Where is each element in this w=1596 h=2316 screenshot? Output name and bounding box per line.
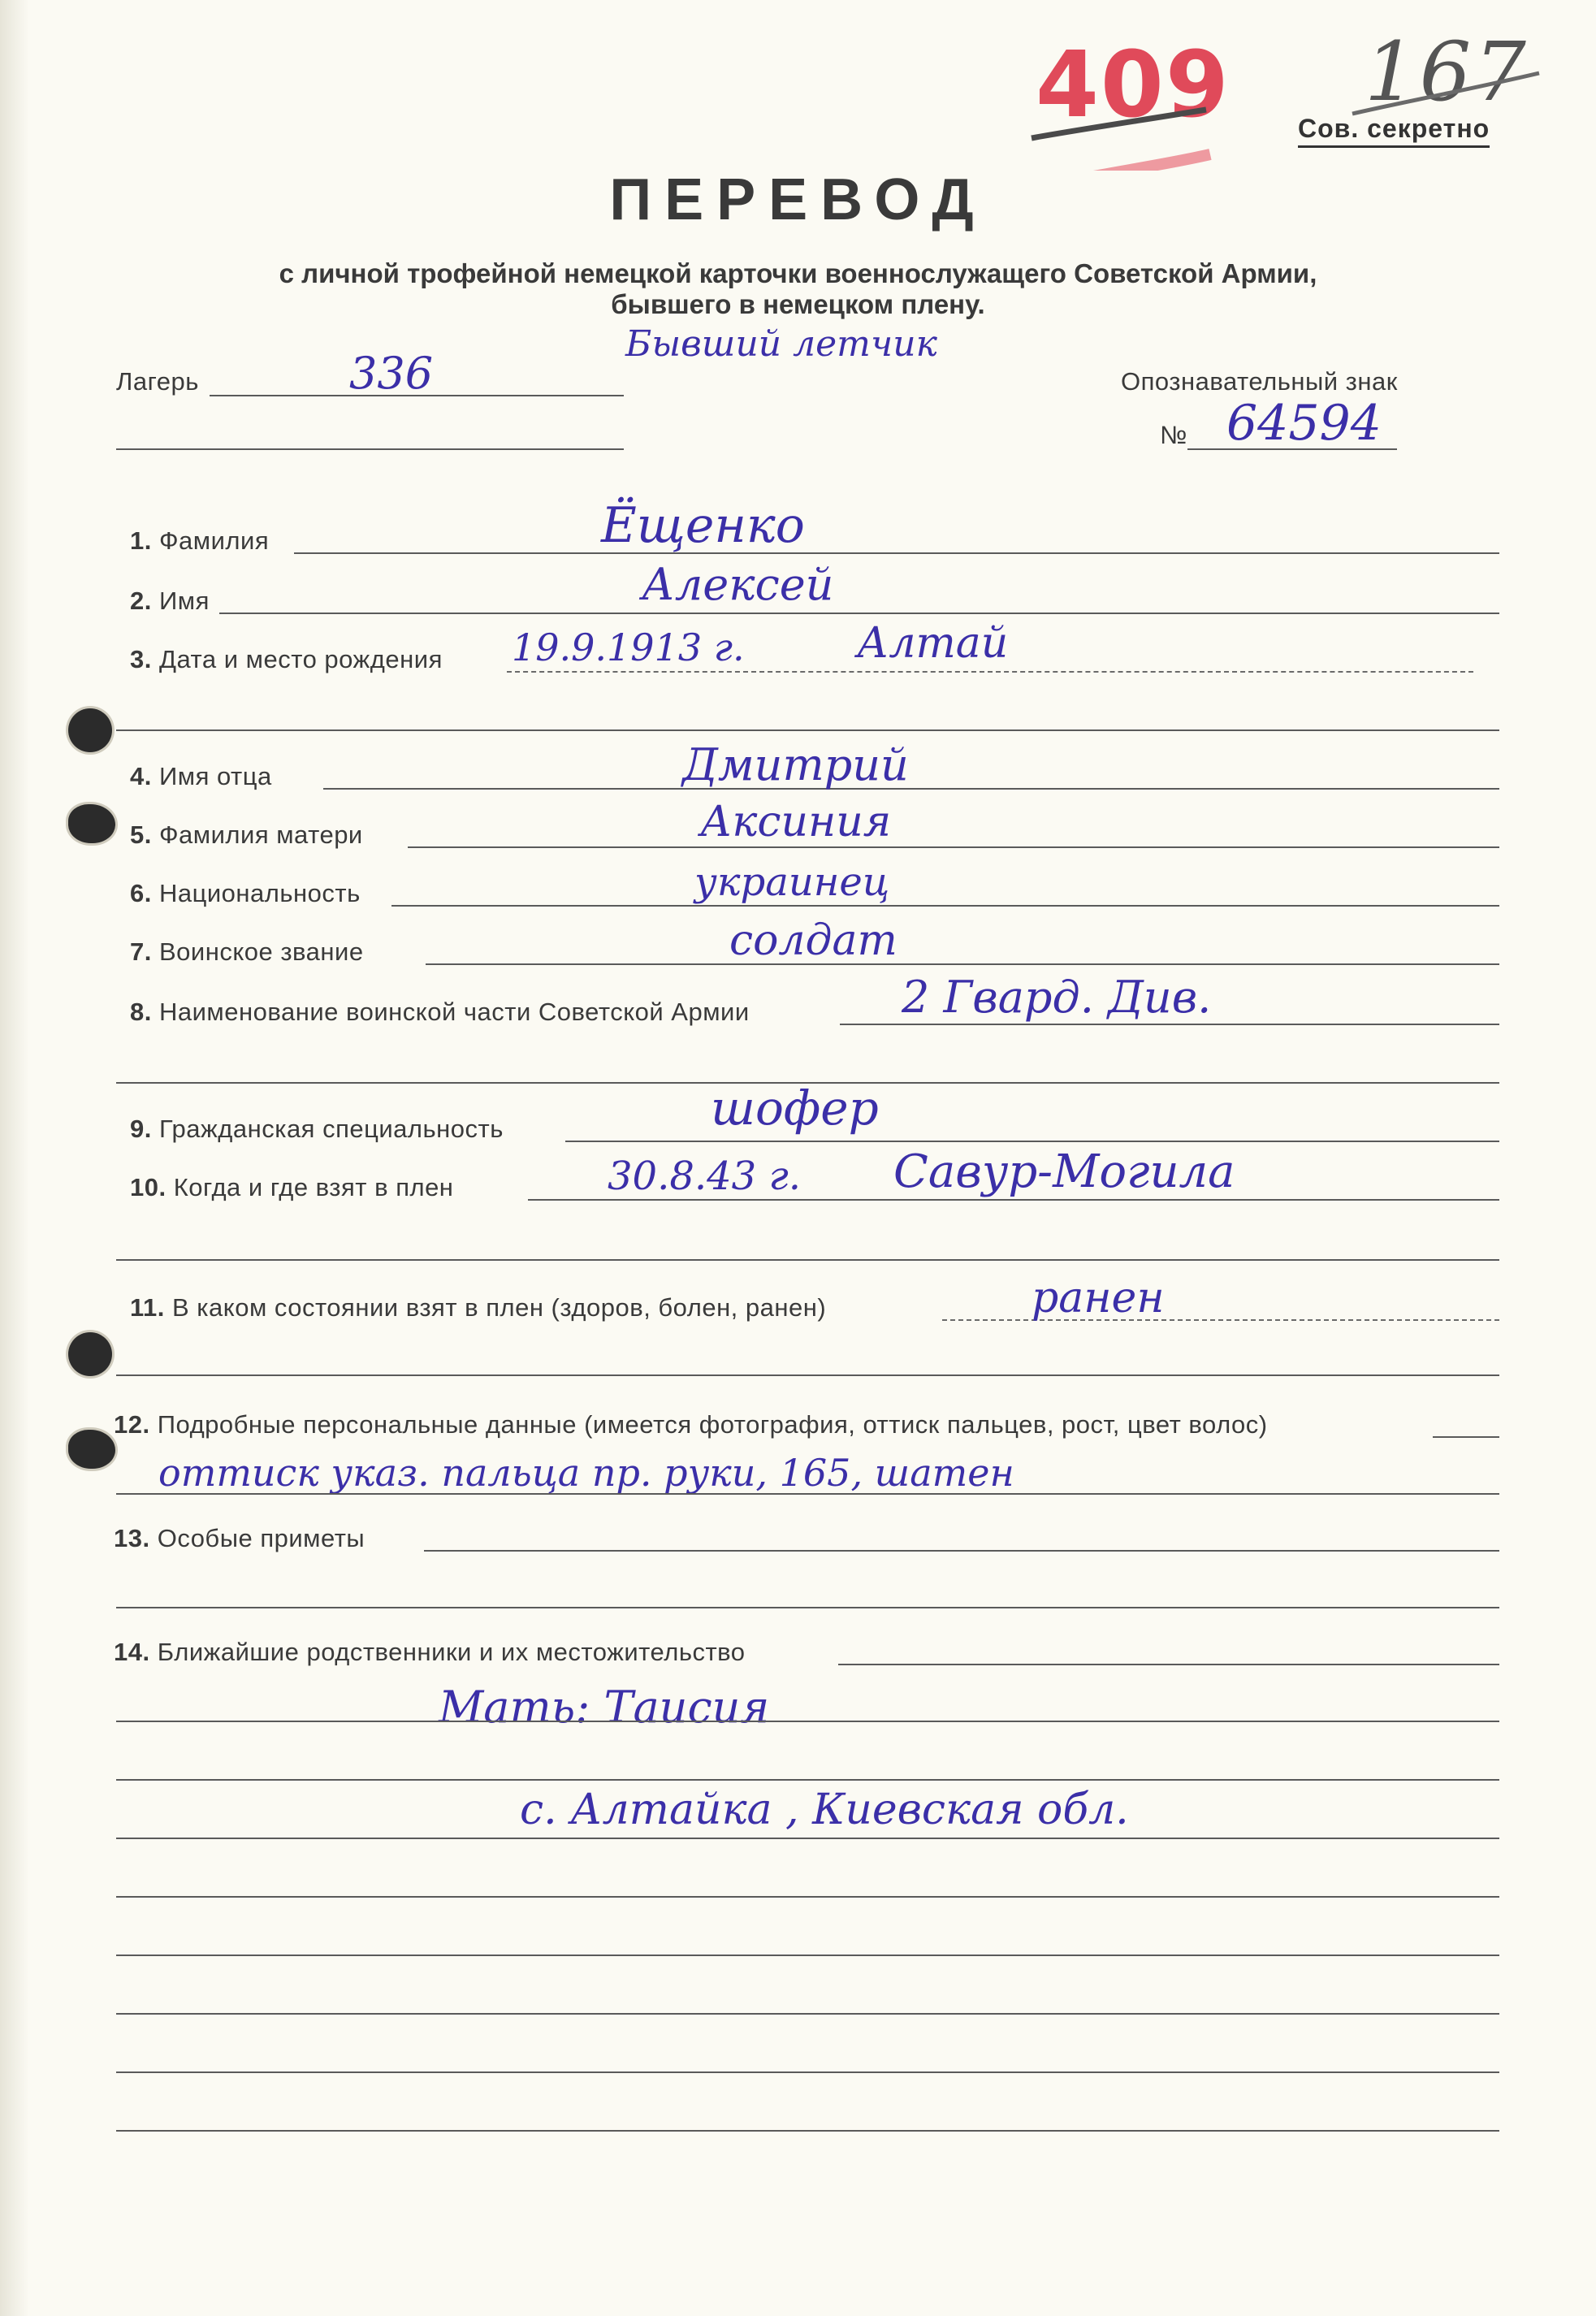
id-tag-label: Опознавательный знак bbox=[1121, 367, 1398, 396]
id-number-value: 64594 bbox=[1226, 395, 1382, 452]
first-name-value: Алексей bbox=[642, 559, 834, 610]
field-label: Наименование воинской части Советской Армии bbox=[158, 998, 750, 1026]
field-line bbox=[116, 2130, 1499, 2132]
field-line bbox=[116, 2013, 1499, 2015]
capture-date-value: 30.8.43 г. bbox=[608, 1154, 801, 1199]
field-line bbox=[1433, 1436, 1499, 1438]
punch-hole bbox=[68, 708, 112, 752]
surname-value: Ёщенко bbox=[601, 497, 805, 554]
field-number: 12. bbox=[114, 1410, 150, 1439]
field-line bbox=[116, 1721, 1499, 1722]
field-line bbox=[294, 552, 1499, 554]
field-label: Фамилия bbox=[158, 526, 270, 555]
field-label: Особые приметы bbox=[157, 1524, 365, 1552]
field-line bbox=[838, 1664, 1499, 1665]
red-strike-mark bbox=[1027, 32, 1214, 171]
id-number-label: № bbox=[1160, 421, 1187, 449]
birth-date-value: 19.9.1913 г. bbox=[512, 626, 745, 669]
field-label: Имя отца bbox=[158, 762, 272, 790]
field-line bbox=[116, 729, 1499, 731]
field-line bbox=[219, 613, 1499, 614]
camp-line-2 bbox=[116, 448, 624, 450]
field-line bbox=[424, 1550, 1499, 1552]
field-line bbox=[528, 1199, 1499, 1201]
field-line bbox=[116, 1607, 1499, 1608]
field-number: 14. bbox=[114, 1638, 150, 1666]
field-number: 1. bbox=[130, 526, 152, 555]
rank-value: солдат bbox=[729, 916, 897, 965]
father-name-value: Дмитрий bbox=[682, 739, 909, 790]
field-number: 13. bbox=[114, 1524, 150, 1552]
field-number: 11. bbox=[130, 1293, 165, 1322]
field-line bbox=[116, 2071, 1499, 2073]
capture-place-value: Савур-Могила bbox=[893, 1145, 1235, 1198]
field-line bbox=[116, 1896, 1499, 1898]
field-label: Национальность bbox=[158, 879, 361, 907]
field-line bbox=[391, 905, 1499, 907]
punch-hole bbox=[68, 1332, 112, 1376]
field-line bbox=[507, 671, 1473, 673]
nationality-value: украинец bbox=[694, 859, 890, 905]
field-line bbox=[942, 1319, 1499, 1321]
note-former-pilot: Бывший летчик bbox=[625, 323, 937, 365]
relatives-value: Мать: Таисия bbox=[439, 1682, 770, 1733]
field-line bbox=[116, 1259, 1499, 1261]
field-number: 5. bbox=[130, 820, 152, 849]
punch-hole bbox=[68, 1430, 115, 1469]
subtitle-line-1: с личной трофейной немецкой карточки военнослужащего Советской Армии, bbox=[279, 258, 1317, 288]
field-number: 10. bbox=[130, 1173, 167, 1201]
birth-place-value: Алтай bbox=[857, 619, 1009, 668]
field-label: Когда и где взят в плен bbox=[173, 1173, 454, 1201]
subtitle-line-2: бывшего в немецком плену. bbox=[611, 289, 985, 319]
field-label: Дата и место рождения bbox=[158, 645, 443, 673]
field-label: Имя bbox=[158, 587, 210, 615]
paper-edge-shadow bbox=[0, 0, 29, 2316]
field-line bbox=[116, 1838, 1499, 1839]
civil-profession-value: шофер bbox=[711, 1080, 879, 1136]
camp-label: Лагерь bbox=[116, 367, 199, 396]
relatives-address-value: с. Алтайка , Киевская обл. bbox=[520, 1786, 1129, 1834]
field-number: 4. bbox=[130, 762, 152, 790]
field-number: 8. bbox=[130, 998, 152, 1026]
field-label: Ближайшие родственники и их местожительство bbox=[157, 1638, 746, 1666]
field-line bbox=[116, 1779, 1499, 1781]
field-line bbox=[116, 1374, 1499, 1376]
field-line bbox=[116, 1955, 1499, 1956]
classification-label: Сов. секретно bbox=[1298, 114, 1490, 148]
field-line bbox=[323, 788, 1499, 790]
field-label: Гражданская специальность bbox=[158, 1115, 504, 1143]
capture-condition-value: ранен bbox=[1032, 1274, 1165, 1323]
mother-surname-value: Аксиния bbox=[700, 798, 892, 846]
field-label: Подробные персональные данные (имеется фотография, оттиск пальцев, рост, цвет волос) bbox=[157, 1410, 1268, 1439]
field-line bbox=[426, 963, 1499, 965]
field-number: 6. bbox=[130, 879, 152, 907]
field-number: 9. bbox=[130, 1115, 152, 1143]
red-number-text: 409 bbox=[1036, 32, 1231, 138]
field-number: 3. bbox=[130, 645, 152, 673]
punch-hole bbox=[68, 804, 115, 843]
field-line bbox=[565, 1141, 1499, 1142]
military-unit-value: 2 Гвард. Див. bbox=[902, 972, 1212, 1023]
camp-value: 336 bbox=[349, 348, 434, 399]
red-archive-number bbox=[1027, 32, 1231, 162]
gray-number-text: 167 bbox=[1365, 24, 1529, 119]
field-label: Воинское звание bbox=[158, 937, 364, 966]
personal-data-value: оттиск указ. пальца пр. руки, 165, шатен bbox=[158, 1451, 1014, 1495]
field-number: 7. bbox=[130, 937, 152, 966]
field-label: Фамилия матери bbox=[158, 820, 363, 849]
page-title: ПЕРЕВОД bbox=[609, 167, 987, 232]
field-number: 2. bbox=[130, 587, 152, 615]
field-line bbox=[840, 1024, 1499, 1025]
field-line bbox=[408, 846, 1499, 848]
field-label: В каком состоянии взят в плен (здоров, болен, ранен) bbox=[172, 1293, 827, 1322]
field-line bbox=[116, 1493, 1499, 1495]
